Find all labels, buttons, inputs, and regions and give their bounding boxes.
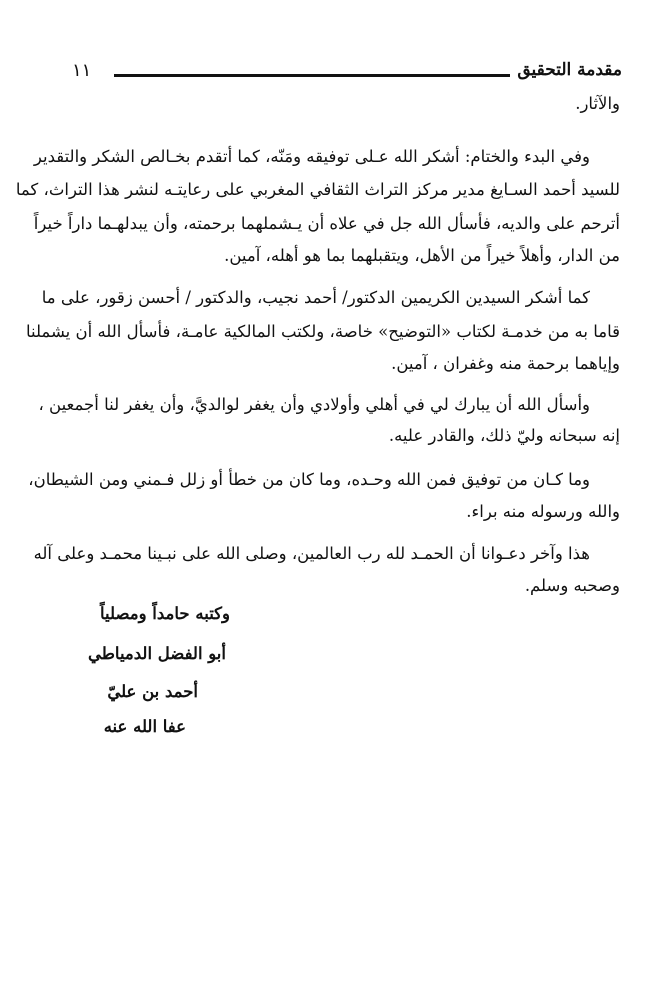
text-line: أترحم على والديه، فأسأل الله جل في علاه أن يـشملهما برحمته، وأن يبدلهـما داراً خيراً — [33, 214, 620, 233]
text-line: وإياهما برحمة منه وغفران ، آمين. — [391, 354, 620, 373]
text-line: وصحبه وسلم. — [524, 576, 620, 595]
page-number: ١١ — [72, 60, 92, 81]
text-line: للسيد أحمد السـايغ مدير مركز التراث الثقافي المغربي على رعايتـه لنشر هذا التراث، كما — [15, 180, 620, 199]
text-line: هذا وآخر دعـوانا أن الحمـد لله رب العالمين، وصلى الله على نبـينا محمـد وعلى آله — [33, 544, 590, 563]
signature-line: وكتبه حامداً ومصلياً — [99, 604, 230, 623]
text-line: والآثار. — [575, 94, 620, 113]
text-line: وما كـان من توفيق فمن الله وحـده، وما كان من خطأ أو زلل فـمني ومن الشيطان، — [28, 470, 590, 489]
running-header — [64, 60, 622, 86]
text-line: كما أشكر السيدين الكريمين الدكتور/ أحمد نجيب، والدكتور / أحسن زقور، على ما — [41, 288, 590, 307]
signature-name-2: أحمد بن عليّ — [107, 682, 198, 701]
text-line: من الدار، وأهلاً خيراً من الأهل، ويتقبلهما بما هو أهله، آمين. — [224, 246, 620, 265]
text-line: والله ورسوله منه براء. — [466, 502, 620, 521]
signature-prayer: عفا الله عنه — [103, 717, 186, 736]
text-line: إنه سبحانه وليّ ذلك، والقادر عليه. — [388, 426, 620, 445]
text-line: وأسأل الله أن يبارك لي في أهلي وأولادي وأن يغفر لوالديَّ، وأن يغفر لنا أجمعين ، — [38, 395, 590, 414]
header-title: مقدمة التحقيق — [517, 60, 622, 80]
text-line: قاما به من خدمـة لكتاب «التوضيح» خاصة، ولكتب المالكية عامـة، فأسأل الله أن يشملنا — [25, 322, 620, 341]
header-rule — [114, 74, 510, 77]
text-line: وفي البدء والختام: أشكر الله عـلى توفيقه ومَنّه، كما أتقدم بخـالص الشكر والتقدير — [33, 147, 590, 166]
signature-name: أبو الفضل الدمياطي — [88, 644, 226, 663]
